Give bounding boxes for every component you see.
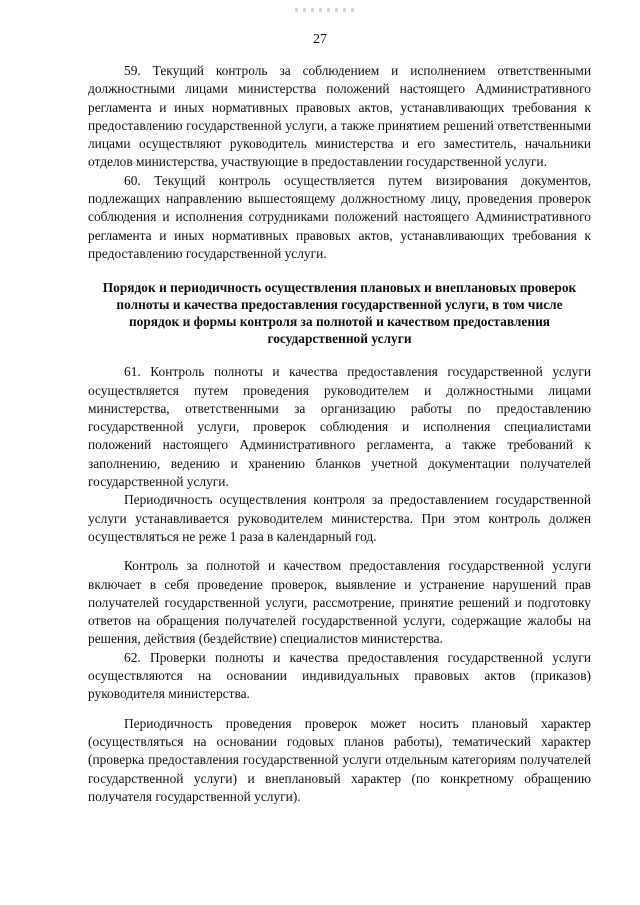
paragraph-62: 62. Проверки полноты и качества предоставления государственной услуги осуществляются на основании индивидуальных правовых актов (приказов) руководителя министерства. — [88, 649, 591, 702]
paragraph-62-periodicity: Периодичность проведения проверок может носить плановый характер (осуществляться на основании годовых планов работы), тематический характер (проверка предоставления государственной услуги отдельным категориям получателей государственной услуги) и внеплановый характер (по конкретному обращению получателя государственной услуги). — [88, 715, 591, 804]
spacer — [88, 263, 591, 279]
paragraph-61-periodicity: Периодичность осуществления контроля за предоставлением государственной услуги устанавливается руководителем министерства. При этом контроль должен осуществляться не реже 1 раза в календарный год. — [88, 492, 591, 544]
paragraph-61-control: Контроль за полнотой и качеством предоставления государственной услуги включает в себя проведение проверок, выявление и устранение нарушений прав получателей государственной услуги, рассмотрение, принятие решений и подготовку ответов на обращения получателей государственной услуги, содержащие жалобы на решения, действия (бездействие) специалистов министерства. — [88, 558, 591, 647]
document-body — [88, 62, 591, 806]
page-number: 27 — [313, 32, 327, 47]
spacer — [88, 347, 591, 363]
paragraph-59: 59. Текущий контроль за соблюдением и исполнением ответственными должностными лицами министерства положений настоящего Административного регламента и иных нормативных правовых актов, устанавливающих требования к предоставлению государственной услуги, а также принятием решений ответственными лицами осуществляют руководитель министерства и его заместитель, начальники отделов министерства, участвующие в предоставлении государственной услуги. — [88, 63, 591, 170]
section-heading: Порядок и периодичность осуществления плановых и внеплановых проверок полноты и качества предоставления государственной услуги, в том числе порядок и формы контроля за полнотой и качеством предоставления государственной услуги — [102, 280, 577, 347]
paragraph-61: 61. Контроль полноты и качества предоставления государственной услуги осуществляется путем проведения руководителем и должностными лицами министерства, ответственными за организацию работы по предоставлению государственной услуги, проверок соблюдения и исполнения специалистами положений настоящего Административного регламента, а также требований к заполнению, ведению и хранению бланков учетной документации получателей государственной услуги. — [88, 364, 591, 490]
paragraph-60: 60. Текущий контроль осуществляется путем визирования документов, подлежащих направлению вышестоящему должностному лицу, проведения проверок соблюдения и исполнения сотрудниками положений настоящего Административного регламента и иных нормативных правовых актов, устанавливающих требования к предоставлению государственной услуги. — [88, 172, 591, 261]
spacer — [88, 704, 591, 715]
spacer — [88, 546, 591, 557]
scan-artifact — [295, 8, 355, 12]
